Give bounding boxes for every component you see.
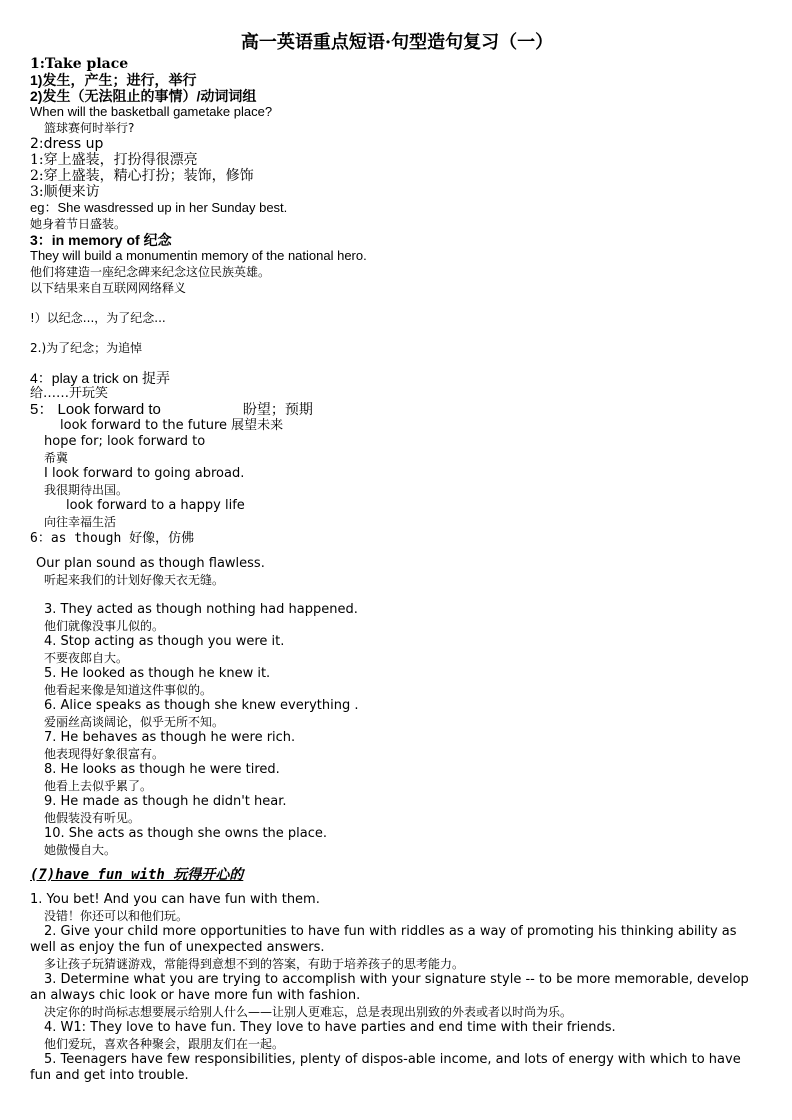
heading-as-though: 6：as though 好像，仿佛 — [30, 531, 195, 546]
numbered-example-cn: 他们就像没事儿似的。 — [44, 619, 165, 633]
example-cn: 向往幸福生活 — [44, 515, 117, 529]
numbered-example-en: 10. She acts as though she owns the place. — [44, 826, 328, 841]
numbered-example-en: 1. You bet! And you can have fun with them. — [30, 892, 320, 907]
example-en: hope for; look forward to — [44, 434, 206, 449]
heading-take-place: 1:Take place — [30, 56, 129, 72]
document-page — [30, 30, 764, 1084]
numbered-example-en: 3. They acted as though nothing had happened. — [44, 602, 358, 617]
numbered-example-cn: 多让孩子玩猜谜游戏，常能得到意想不到的答案，有助于培养孩子的思考能力。 — [44, 957, 465, 971]
numbered-example-cn: 爱丽丝高谈阔论，似乎无所不知。 — [44, 715, 225, 729]
heading-play-a-trick-on: 4：play a trick on 捉弄 — [30, 370, 171, 386]
example-en: They will build a monumentin memory of the national hero. — [30, 248, 367, 263]
example-cn: 篮球赛何时举行? — [44, 121, 135, 135]
numbered-example-en: 8. He looks as though he were tired. — [44, 762, 280, 777]
numbered-example-cn: 不要夜郎自大。 — [44, 651, 129, 665]
heading-dress-up: 2:dress up — [30, 136, 104, 152]
web-sense-1: !）以纪念...，为了纪念... — [30, 311, 166, 325]
example-en: eg：She wasdressed up in her Sunday best. — [30, 200, 288, 215]
numbered-example-en: 2. Give your child more opportunities to have fun with riddles as a way of promoting his thinking ability as well as enjoy the fun of unexpected answers. — [30, 924, 737, 955]
numbered-example-cn: 他看上去似乎累了。 — [44, 779, 153, 793]
example-en: look forward to the future 展望未来 — [60, 418, 284, 433]
numbered-example-cn: 她傲慢自大。 — [44, 843, 117, 857]
meaning: 盼望；预期 — [242, 402, 313, 418]
example-en: Our plan sound as though flawless. — [36, 556, 265, 571]
example-en: I look forward to going abroad. — [44, 466, 245, 481]
example-cn: 希冀 — [44, 451, 69, 465]
page-title: 高一英语重点短语·句型造句复习（一） — [240, 32, 554, 53]
numbered-example-cn: 他表现得好象很富有。 — [44, 747, 165, 761]
sense-2: 2:穿上盛装，精心打扮；装饰，修饰 — [30, 168, 254, 184]
numbered-example-en: 5. He looked as though he knew it. — [44, 666, 271, 681]
heading-have-fun-with: (7)have fun with 玩得开心的 — [30, 867, 244, 883]
numbered-example-en: 7. He behaves as though he were rich. — [44, 730, 296, 745]
numbered-example-en: 5. Teenagers have few responsibilities, plenty of dispos-able income, and lots of energy with which to have fun and get into trouble. — [30, 1052, 741, 1083]
sense-1: 1)发生，产生；进行，举行 — [30, 72, 197, 88]
numbered-example-cn: 他们爱玩，喜欢各种聚会，跟朋友们在一起。 — [44, 1037, 285, 1051]
numbered-example-en: 4. W1: They love to have fun. They love to have parties and end time with their friends. — [44, 1020, 616, 1035]
heading-look-forward-to — [30, 402, 764, 418]
sense-1: 1:穿上盛装，打扮得很漂亮 — [30, 152, 198, 168]
numbered-example-en: 4. Stop acting as though you were it. — [44, 634, 285, 649]
note: 以下结果来自互联网网络释义 — [30, 281, 187, 295]
numbered-example-cn: 没错！你还可以和他们玩。 — [44, 909, 189, 923]
example-cn: 他们将建造一座纪念碑来纪念这位民族英雄。 — [30, 265, 271, 279]
phrase: 5： Look forward to — [30, 401, 161, 418]
sense-3: 3:顺便来访 — [30, 184, 100, 200]
example-cn: 我很期待出国。 — [44, 483, 129, 497]
numbered-example-en: 9. He made as though he didn't hear. — [44, 794, 287, 809]
numbered-example-en: 3. Determine what you are trying to accomplish with your signature style -- to be more memorable, develop an always chic look or have more fun with fashion. — [30, 972, 749, 1003]
example-cn: 她身着节日盛装。 — [30, 217, 127, 231]
numbered-example-cn: 他看起来像是知道这件事似的。 — [44, 683, 213, 697]
numbered-example-cn: 决定你的时尚标志想要展示给别人什么——让别人更难忘，总是表现出别致的外表或者以时尚为乐。 — [44, 1005, 573, 1019]
example-cn: 听起来我们的计划好像天衣无缝。 — [44, 573, 225, 587]
sense-2: 2)发生（无法阻止的事情）/动词词组 — [30, 88, 257, 104]
web-sense-2: 2.)为了纪念；为追悼 — [30, 341, 143, 355]
example-en: When will the basketball gametake place? — [30, 104, 273, 119]
numbered-example-cn: 他假装没有听见。 — [44, 811, 141, 825]
example-en: look forward to a happy life — [66, 498, 245, 513]
heading-in-memory-of: 3：in memory of 纪念 — [30, 232, 172, 248]
numbered-example-en: 6. Alice speaks as though she knew everything . — [44, 698, 359, 713]
sense-1: 给……开玩笑 — [30, 386, 109, 401]
